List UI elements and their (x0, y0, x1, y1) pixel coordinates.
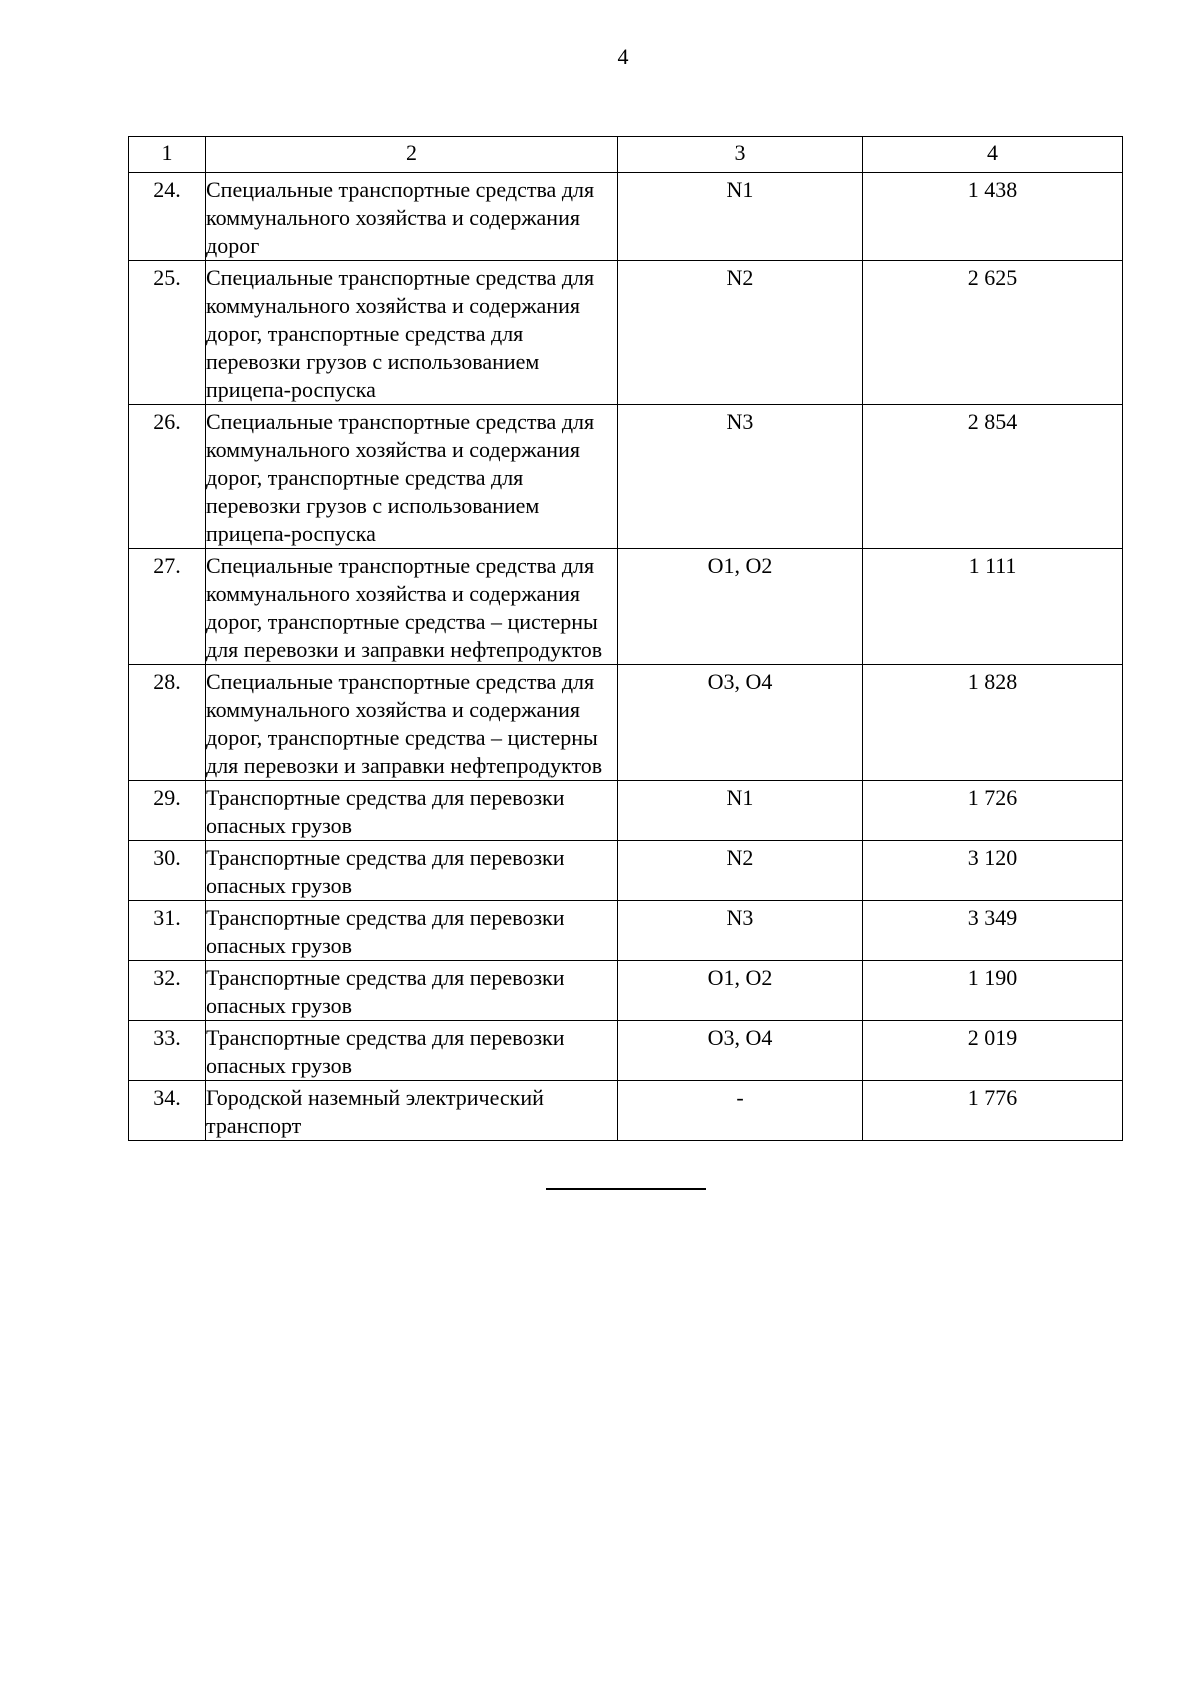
table-row (129, 961, 1123, 1021)
row-number: 28. (129, 665, 206, 781)
end-of-document-rule (546, 1188, 706, 1190)
row-number: 25. (129, 261, 206, 405)
table-row (129, 1081, 1123, 1141)
vehicle-type: Специальные транспортные средства для коммунального хозяйства и содержания дорог, транспортные средства для перевозки грузов с использованием прицепа-роспуска (206, 261, 618, 405)
vehicle-category: O3, O4 (618, 665, 863, 781)
row-number: 29. (129, 781, 206, 841)
row-number: 31. (129, 901, 206, 961)
table-row (129, 665, 1123, 781)
row-number: 24. (129, 173, 206, 261)
vehicle-category: O1, O2 (618, 961, 863, 1021)
table-row (129, 405, 1123, 549)
table-row (129, 1021, 1123, 1081)
vehicle-type: Транспортные средства для перевозки опасных грузов (206, 841, 618, 901)
vehicle-type: Специальные транспортные средства для коммунального хозяйства и содержания дорог, транспортные средства – цистерны для перевозки и заправки нефтепродуктов (206, 549, 618, 665)
column-header-3: 3 (618, 137, 863, 173)
vehicle-type: Транспортные средства для перевозки опасных грузов (206, 901, 618, 961)
vehicle-category: N2 (618, 261, 863, 405)
vehicle-category: N3 (618, 405, 863, 549)
vehicle-type: Городской наземный электрический транспорт (206, 1081, 618, 1141)
vehicle-type: Специальные транспортные средства для коммунального хозяйства и содержания дорог, транспортные средства для перевозки грузов с использованием прицепа-роспуска (206, 405, 618, 549)
value-cell: 1 111 (863, 549, 1123, 665)
row-number: 30. (129, 841, 206, 901)
vehicle-type: Специальные транспортные средства для коммунального хозяйства и содержания дорог, транспортные средства – цистерны для перевозки и заправки нефтепродуктов (206, 665, 618, 781)
value-cell: 2 625 (863, 261, 1123, 405)
vehicle-type: Транспортные средства для перевозки опасных грузов (206, 961, 618, 1021)
value-cell: 2 019 (863, 1021, 1123, 1081)
row-number: 33. (129, 1021, 206, 1081)
value-cell: 1 828 (863, 665, 1123, 781)
table-row (129, 261, 1123, 405)
vehicle-category: O3, O4 (618, 1021, 863, 1081)
vehicle-category: N1 (618, 781, 863, 841)
table-header-row (129, 137, 1123, 173)
value-cell: 2 854 (863, 405, 1123, 549)
row-number: 27. (129, 549, 206, 665)
vehicle-type: Транспортные средства для перевозки опасных грузов (206, 781, 618, 841)
value-cell: 3 120 (863, 841, 1123, 901)
vehicle-category: - (618, 1081, 863, 1141)
row-number: 32. (129, 961, 206, 1021)
value-cell: 3 349 (863, 901, 1123, 961)
table-row (129, 841, 1123, 901)
vehicle-category: N3 (618, 901, 863, 961)
value-cell: 1 438 (863, 173, 1123, 261)
value-cell: 1 776 (863, 1081, 1123, 1141)
page-number: 4 (617, 44, 629, 69)
vehicle-category: N1 (618, 173, 863, 261)
column-header-4: 4 (863, 137, 1123, 173)
data-table (128, 136, 1123, 1141)
vehicle-category: N2 (618, 841, 863, 901)
table-row (129, 901, 1123, 961)
value-cell: 1 726 (863, 781, 1123, 841)
value-cell: 1 190 (863, 961, 1123, 1021)
row-number: 34. (129, 1081, 206, 1141)
table-row (129, 781, 1123, 841)
table-row (129, 549, 1123, 665)
vehicle-type: Транспортные средства для перевозки опасных грузов (206, 1021, 618, 1081)
column-header-1: 1 (129, 137, 206, 173)
vehicle-type: Специальные транспортные средства для коммунального хозяйства и содержания дорог (206, 173, 618, 261)
column-header-2: 2 (206, 137, 618, 173)
row-number: 26. (129, 405, 206, 549)
vehicle-category: O1, O2 (618, 549, 863, 665)
table-row (129, 173, 1123, 261)
